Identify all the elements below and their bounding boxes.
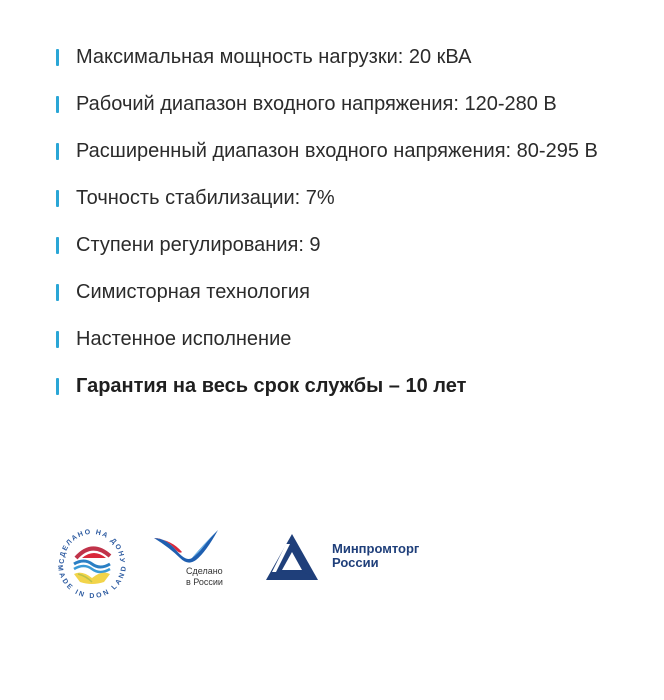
bullet-marker	[56, 190, 59, 207]
spec-list	[54, 40, 634, 416]
svg-text:СДЕЛАНО НА ДОНУ: СДЕЛАНО НА ДОНУ	[58, 528, 126, 564]
spec-item-warranty: Гарантия на весь срок службы – 10 лет	[54, 369, 634, 403]
made-in-russia-logo	[152, 528, 242, 598]
minpromtorg-logo	[264, 532, 484, 588]
spec-item-working-range: Рабочий диапазон входного напряжения: 120-280 В	[54, 87, 634, 121]
don-emblem-icon	[52, 522, 132, 602]
bullet-marker	[56, 237, 59, 254]
bullet-marker	[56, 143, 59, 160]
made-on-don-logo	[52, 522, 132, 602]
spec-item-mounting: Настенное исполнение	[54, 322, 634, 356]
bullet-marker	[56, 331, 59, 348]
bullet-marker	[56, 378, 59, 395]
spec-item-max-power: Максимальная мощность нагрузки: 20 кВА	[54, 40, 634, 74]
minpromtorg-name: Минпромторг России	[332, 541, 420, 570]
made-in-russia-caption: Сделано в России	[186, 566, 223, 587]
spec-item-extended-range: Расширенный диапазон входного напряжения: 80-295 В	[54, 134, 634, 168]
bullet-marker	[56, 49, 59, 66]
checkmark-flag-icon	[152, 528, 222, 564]
minpromtorg-triangle-icon	[264, 532, 320, 582]
spec-item-steps: Ступени регулирования: 9	[54, 228, 634, 262]
svg-text:MADE IN DON LAND: MADE IN DON LAND	[55, 564, 129, 601]
spec-item-technology: Симисторная технология	[54, 275, 634, 309]
bullet-marker	[56, 96, 59, 113]
bullet-marker	[56, 284, 59, 301]
spec-item-accuracy: Точность стабилизации: 7%	[54, 181, 634, 215]
